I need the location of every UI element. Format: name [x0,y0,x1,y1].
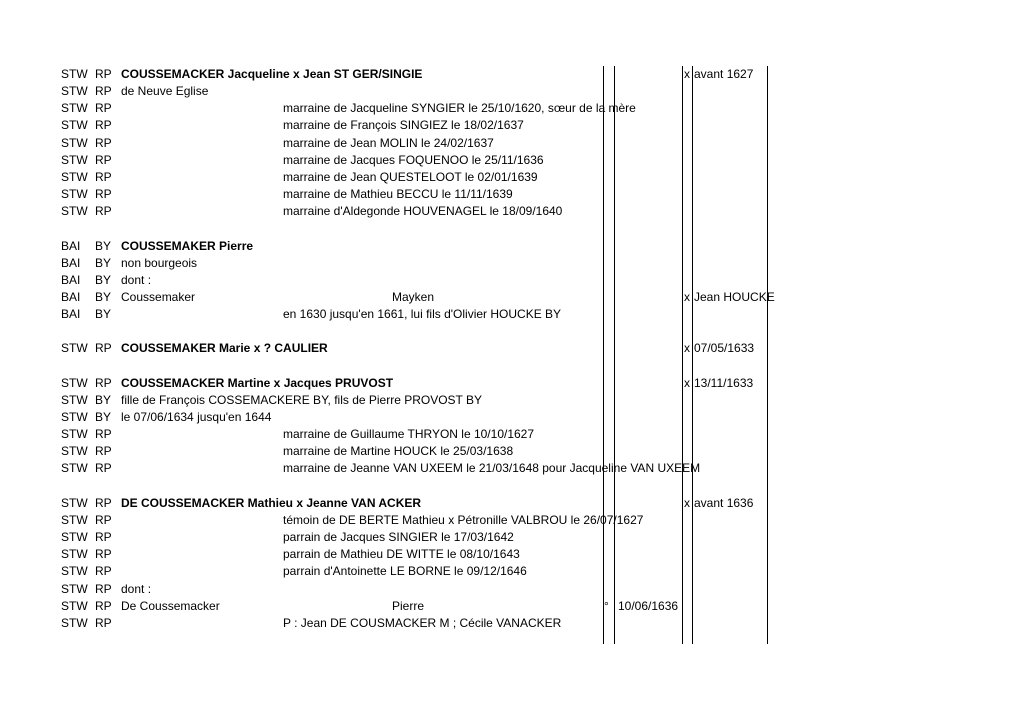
event-text: marraine de Jean MOLIN le 24/02/1637 [283,135,494,150]
person-name: DE COUSSEMACKER Mathieu x Jeanne VAN ACKER [121,495,422,510]
record-type: BY [95,392,112,407]
event-text: en 1630 jusqu'en 1661, lui fils d'Olivier HOUCKE BY [283,307,562,322]
birth-date: 10/06/1636 [618,598,679,613]
source-code: STW [61,427,88,442]
record-row [0,358,1024,375]
source-code: STW [61,341,88,356]
record-type: RP [95,101,112,116]
event-text: parrain d'Antoinette LE BORNE le 09/12/1646 [283,564,527,579]
source-code: STW [61,564,88,579]
source-code: STW [61,152,88,167]
child-name: Mayken [392,289,435,304]
record-row [0,581,1024,598]
record-row [0,83,1024,100]
record-row [0,478,1024,495]
record-type: RP [95,598,112,613]
record-row [0,563,1024,580]
record-row [0,186,1024,203]
record-type: BY [95,255,112,270]
marriage-date: avant 1636 [694,495,754,510]
source-code: STW [61,512,88,527]
record-row [0,375,1024,392]
event-text: marraine de Martine HOUCK le 25/03/1638 [283,444,514,459]
person-name: COUSSEMAKER Pierre [121,238,254,253]
source-code: STW [61,530,88,545]
person-name: de Neuve Eglise [121,84,209,99]
record-row [0,426,1024,443]
source-code: STW [61,461,88,476]
event-text: témoin de DE BERTE Mathieu x Pétronille VALBROU le 26/07/1627 [283,512,644,527]
event-text: marraine de Guillaume THRYON le 10/10/1627 [283,427,535,442]
marriage-date: 13/11/1633 [694,375,754,390]
source-code: STW [61,67,88,81]
record-type: BY [95,410,112,424]
marriage-mark: x [684,375,690,390]
record-row [0,255,1024,272]
record-row [0,220,1024,237]
record-row [0,443,1024,460]
source-code: STW [61,615,88,630]
record-row [0,135,1024,152]
person-name: COUSSEMACKER Jacqueline x Jean ST GER/SINGIE [121,67,423,81]
record-type: RP [95,564,112,579]
record-row [0,100,1024,117]
record-type: RP [95,341,112,356]
record-type: RP [95,135,112,150]
record-type: RP [95,495,112,510]
record-type: RP [95,461,112,476]
record-type: RP [95,84,112,99]
source-code: STW [61,598,88,613]
person-name: COUSSEMACKER Martine x Jacques PRUVOST [121,375,394,390]
source-code: STW [61,169,88,184]
record-row [0,272,1024,289]
record-type: RP [95,118,112,133]
person-name: De Coussemacker [121,598,220,613]
person-name: dont : [121,581,152,596]
person-name: fille de François COSSEMACKERE BY, fils de Pierre PROVOST BY [121,392,483,407]
record-row [0,66,1024,83]
marriage-mark: x [684,495,690,510]
source-code: STW [61,547,88,562]
source-code: STW [61,410,88,424]
record-row [0,529,1024,546]
record-type: RP [95,375,112,390]
source-code: STW [61,204,88,219]
source-code: STW [61,392,88,407]
person-name: Coussemaker [121,289,196,304]
record-type: BY [95,307,112,322]
record-type: RP [95,152,112,167]
record-type: RP [95,67,112,81]
record-row [0,546,1024,563]
record-type: RP [95,512,112,527]
record-type: RP [95,169,112,184]
source-code: STW [61,84,88,99]
record-type: RP [95,204,112,219]
source-code: BAI [61,307,81,322]
marriage-mark: x [684,67,690,81]
marriage-date: 07/05/1633 [694,341,755,356]
source-code: STW [61,444,88,459]
record-type: BY [95,289,112,304]
event-text: marraine de François SINGIEZ le 18/02/1637 [283,118,524,133]
record-row [0,117,1024,134]
source-code: STW [61,581,88,596]
record-type: RP [95,615,112,630]
marriage-mark: x [684,341,690,356]
source-code: STW [61,135,88,150]
record-row [0,323,1024,340]
record-row [0,306,1024,323]
event-text: P : Jean DE COUSMACKER M ; Cécile VANACKER [283,615,562,630]
record-row [0,512,1024,529]
birth-mark: ° [604,598,609,613]
record-row [0,152,1024,169]
event-text: marraine de Jean QUESTELOOT le 02/01/1639 [283,169,538,184]
event-text: marraine de Jeanne VAN UXEEM le 21/03/1648 pour Jacqueline VAN UXEEM [283,461,701,476]
marriage-mark: x [684,289,690,304]
person-name: le 07/06/1634 jusqu'en 1644 [121,410,272,424]
record-row [0,598,1024,615]
record-type: RP [95,547,112,562]
source-code: STW [61,118,88,133]
marriage-date: avant 1627 [694,67,754,81]
event-text: parrain de Mathieu DE WITTE le 08/10/1643 [283,547,520,562]
event-text: parrain de Jacques SINGIER le 17/03/1642 [283,530,514,545]
person-name: non bourgeois [121,255,198,270]
source-code: BAI [61,238,81,253]
record-row [0,289,1024,306]
source-code: BAI [61,255,81,270]
source-code: STW [61,187,88,202]
event-text: marraine d'Aldegonde HOUVENAGEL le 18/09/1640 [283,204,563,219]
record-row [0,169,1024,186]
record-row [0,238,1024,255]
record-row [0,409,1024,426]
record-type: RP [95,444,112,459]
record-row [0,495,1024,512]
marriage-date: Jean HOUCKE [694,289,775,304]
record-row [0,460,1024,477]
person-name: dont : [121,272,152,287]
record-row [0,615,1024,632]
record-type: RP [95,530,112,545]
record-type: RP [95,427,112,442]
source-code: STW [61,495,88,510]
record-row [0,203,1024,220]
event-text: marraine de Jacqueline SYNGIER le 25/10/1620, sœur de la mère [283,101,636,116]
child-name: Pierre [392,598,425,613]
source-code: STW [61,375,88,390]
record-row [0,340,1024,357]
event-text: marraine de Mathieu BECCU le 11/11/1639 [283,187,513,202]
event-text: marraine de Jacques FOQUENOO le 25/11/1636 [283,152,544,167]
source-code: BAI [61,272,81,287]
record-type: RP [95,581,112,596]
person-name: COUSSEMAKER Marie x ? CAULIER [121,341,328,356]
record-type: RP [95,187,112,202]
record-type: BY [95,238,112,253]
source-code: BAI [61,289,81,304]
record-type: BY [95,272,112,287]
source-code: STW [61,101,88,116]
record-row [0,392,1024,409]
